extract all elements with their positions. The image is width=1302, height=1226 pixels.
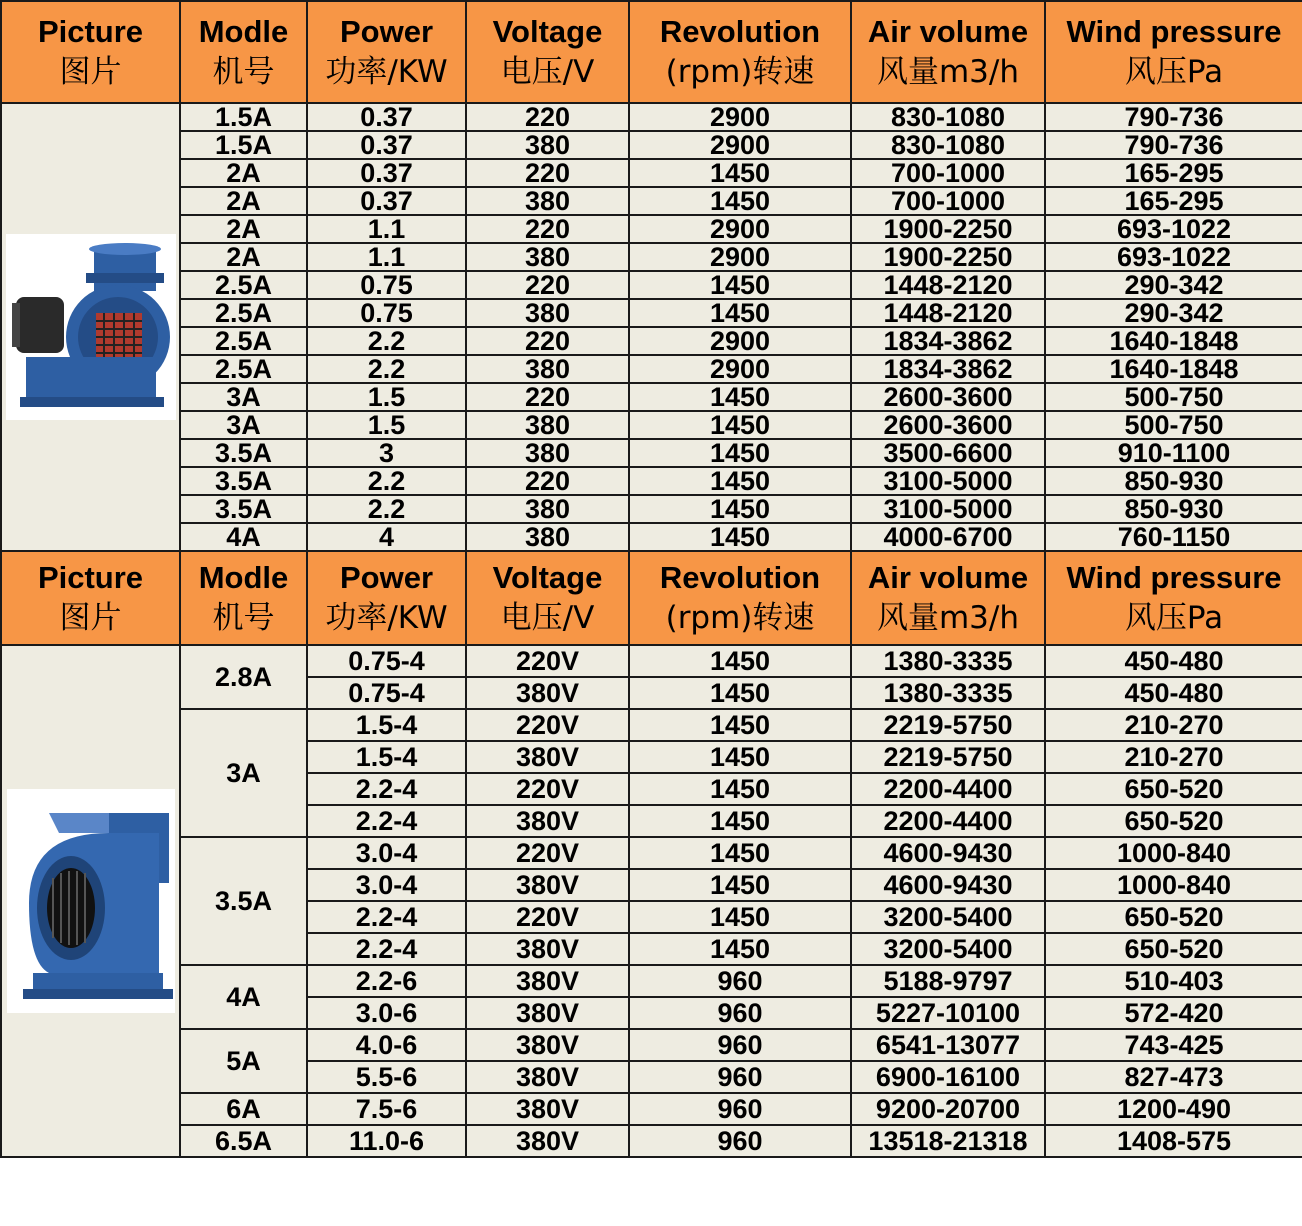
cell-voltage: 220 xyxy=(466,103,629,131)
cell-revolution: 1450 xyxy=(629,901,851,933)
header-power: Power 功率/KW xyxy=(307,1,466,103)
header-voltage: Voltage 电压/V xyxy=(466,1,629,103)
cell-revolution: 1450 xyxy=(629,933,851,965)
cell-air-volume: 1380-3335 xyxy=(851,677,1045,709)
cell-wind-pressure: 165-295 xyxy=(1045,187,1302,215)
cell-voltage: 380 xyxy=(466,299,629,327)
cell-revolution: 1450 xyxy=(629,869,851,901)
cell-model: 3.5A xyxy=(180,495,307,523)
cell-power: 1.1 xyxy=(307,243,466,271)
table-row xyxy=(1,467,1302,495)
cell-air-volume: 9200-20700 xyxy=(851,1093,1045,1125)
cell-model: 4A xyxy=(180,523,307,551)
cell-power: 2.2 xyxy=(307,495,466,523)
cell-model: 3.5A xyxy=(180,439,307,467)
cell-air-volume: 700-1000 xyxy=(851,187,1045,215)
table-row xyxy=(1,243,1302,271)
cell-wind-pressure: 1640-1848 xyxy=(1045,327,1302,355)
cell-revolution: 1450 xyxy=(629,383,851,411)
cell-wind-pressure: 210-270 xyxy=(1045,741,1302,773)
cell-air-volume: 5188-9797 xyxy=(851,965,1045,997)
table-row xyxy=(1,965,1302,997)
cell-power: 7.5-6 xyxy=(307,1093,466,1125)
cell-wind-pressure: 290-342 xyxy=(1045,271,1302,299)
cell-revolution: 1450 xyxy=(629,837,851,869)
cell-voltage: 220 xyxy=(466,383,629,411)
cell-revolution: 960 xyxy=(629,1093,851,1125)
table-row xyxy=(1,439,1302,467)
cell-air-volume: 13518-21318 xyxy=(851,1125,1045,1157)
cell-wind-pressure: 210-270 xyxy=(1045,709,1302,741)
cell-model: 2.5A xyxy=(180,327,307,355)
cell-model: 2.8A xyxy=(180,645,307,709)
cell-voltage: 380 xyxy=(466,243,629,271)
cell-model: 3A xyxy=(180,709,307,837)
cell-model: 2A xyxy=(180,215,307,243)
cell-power: 0.75-4 xyxy=(307,677,466,709)
table-row xyxy=(1,299,1302,327)
cell-power: 5.5-6 xyxy=(307,1061,466,1093)
table2-body xyxy=(1,645,1302,1157)
cell-power: 3.0-6 xyxy=(307,997,466,1029)
cell-power: 1.5 xyxy=(307,383,466,411)
cell-model: 2A xyxy=(180,243,307,271)
cell-air-volume: 2200-4400 xyxy=(851,773,1045,805)
cell-air-volume: 2600-3600 xyxy=(851,383,1045,411)
cell-revolution: 1450 xyxy=(629,159,851,187)
cell-model: 5A xyxy=(180,1029,307,1093)
cell-revolution: 1450 xyxy=(629,299,851,327)
cell-voltage: 380V xyxy=(466,869,629,901)
cell-revolution: 1450 xyxy=(629,411,851,439)
table-row xyxy=(1,1125,1302,1157)
cell-air-volume: 1834-3862 xyxy=(851,355,1045,383)
cell-model: 3A xyxy=(180,383,307,411)
cell-voltage: 220V xyxy=(466,837,629,869)
cell-power: 0.37 xyxy=(307,131,466,159)
cell-voltage: 380V xyxy=(466,805,629,837)
cell-power: 0.75 xyxy=(307,299,466,327)
cell-revolution: 1450 xyxy=(629,773,851,805)
cell-air-volume: 1900-2250 xyxy=(851,215,1045,243)
header-air-volume: Air volume 风量m3/h xyxy=(851,551,1045,645)
header-revolution: Revolution (rpm)转速 xyxy=(629,1,851,103)
cell-revolution: 1450 xyxy=(629,523,851,551)
cell-air-volume: 3100-5000 xyxy=(851,467,1045,495)
cell-revolution: 2900 xyxy=(629,327,851,355)
table-row xyxy=(1,103,1302,131)
cell-wind-pressure: 450-480 xyxy=(1045,645,1302,677)
cell-revolution: 960 xyxy=(629,1125,851,1157)
cell-power: 2.2-4 xyxy=(307,933,466,965)
cell-model: 2A xyxy=(180,187,307,215)
table-row xyxy=(1,645,1302,677)
cell-voltage: 220V xyxy=(466,901,629,933)
cell-voltage: 380 xyxy=(466,495,629,523)
centrifugal-fan-icon xyxy=(7,789,175,1013)
product-picture-cell xyxy=(1,103,180,551)
cell-voltage: 220V xyxy=(466,645,629,677)
cell-voltage: 220V xyxy=(466,773,629,805)
cell-model: 3A xyxy=(180,411,307,439)
cell-air-volume: 2200-4400 xyxy=(851,805,1045,837)
table-row xyxy=(1,709,1302,741)
cell-air-volume: 4000-6700 xyxy=(851,523,1045,551)
cell-revolution: 1450 xyxy=(629,271,851,299)
cell-air-volume: 3500-6600 xyxy=(851,439,1045,467)
cell-model: 1.5A xyxy=(180,131,307,159)
cell-air-volume: 3200-5400 xyxy=(851,901,1045,933)
header-air-volume: Air volume 风量m3/h xyxy=(851,1,1045,103)
cell-voltage: 380 xyxy=(466,131,629,159)
cell-revolution: 960 xyxy=(629,1029,851,1061)
cell-wind-pressure: 693-1022 xyxy=(1045,215,1302,243)
cell-voltage: 220 xyxy=(466,467,629,495)
cell-wind-pressure: 790-736 xyxy=(1045,103,1302,131)
cell-model: 1.5A xyxy=(180,103,307,131)
table-row xyxy=(1,523,1302,551)
cell-wind-pressure: 650-520 xyxy=(1045,805,1302,837)
cell-voltage: 380V xyxy=(466,1093,629,1125)
cell-wind-pressure: 827-473 xyxy=(1045,1061,1302,1093)
cell-wind-pressure: 510-403 xyxy=(1045,965,1302,997)
cell-wind-pressure: 290-342 xyxy=(1045,299,1302,327)
cell-wind-pressure: 450-480 xyxy=(1045,677,1302,709)
cell-revolution: 1450 xyxy=(629,187,851,215)
blower-fan-icon xyxy=(6,234,176,420)
cell-air-volume: 830-1080 xyxy=(851,131,1045,159)
table-row xyxy=(1,159,1302,187)
cell-voltage: 380V xyxy=(466,997,629,1029)
cell-revolution: 1450 xyxy=(629,467,851,495)
header-picture: Picture 图片 xyxy=(1,551,180,645)
cell-air-volume: 6900-16100 xyxy=(851,1061,1045,1093)
cell-voltage: 380V xyxy=(466,965,629,997)
header-wind-pressure: Wind pressure 风压Pa xyxy=(1045,1,1302,103)
cell-revolution: 2900 xyxy=(629,131,851,159)
cell-wind-pressure: 1000-840 xyxy=(1045,869,1302,901)
table-row xyxy=(1,355,1302,383)
cell-air-volume: 2219-5750 xyxy=(851,741,1045,773)
cell-revolution: 1450 xyxy=(629,677,851,709)
cell-model: 2.5A xyxy=(180,271,307,299)
table-row xyxy=(1,131,1302,159)
cell-wind-pressure: 1000-840 xyxy=(1045,837,1302,869)
header-voltage: Voltage 电压/V xyxy=(466,551,629,645)
cell-power: 4.0-6 xyxy=(307,1029,466,1061)
cell-wind-pressure: 650-520 xyxy=(1045,901,1302,933)
cell-revolution: 1450 xyxy=(629,495,851,523)
cell-wind-pressure: 1200-490 xyxy=(1045,1093,1302,1125)
cell-wind-pressure: 572-420 xyxy=(1045,997,1302,1029)
cell-voltage: 220 xyxy=(466,159,629,187)
cell-air-volume: 1448-2120 xyxy=(851,271,1045,299)
cell-voltage: 380 xyxy=(466,355,629,383)
cell-voltage: 380 xyxy=(466,439,629,467)
table-row xyxy=(1,411,1302,439)
cell-air-volume: 700-1000 xyxy=(851,159,1045,187)
cell-revolution: 1450 xyxy=(629,439,851,467)
cell-voltage: 380V xyxy=(466,933,629,965)
cell-air-volume: 1834-3862 xyxy=(851,327,1045,355)
header-power: Power 功率/KW xyxy=(307,551,466,645)
cell-revolution: 960 xyxy=(629,1061,851,1093)
cell-power: 2.2-4 xyxy=(307,805,466,837)
cell-wind-pressure: 165-295 xyxy=(1045,159,1302,187)
cell-wind-pressure: 850-930 xyxy=(1045,467,1302,495)
cell-model: 6.5A xyxy=(180,1125,307,1157)
header-revolution: Revolution (rpm)转速 xyxy=(629,551,851,645)
cell-power: 1.5 xyxy=(307,411,466,439)
cell-power: 3.0-4 xyxy=(307,869,466,901)
cell-power: 0.37 xyxy=(307,187,466,215)
cell-revolution: 1450 xyxy=(629,709,851,741)
cell-air-volume: 6541-13077 xyxy=(851,1029,1045,1061)
cell-revolution: 960 xyxy=(629,965,851,997)
cell-power: 11.0-6 xyxy=(307,1125,466,1157)
cell-air-volume: 1448-2120 xyxy=(851,299,1045,327)
cell-model: 2A xyxy=(180,159,307,187)
cell-voltage: 220 xyxy=(466,215,629,243)
cell-air-volume: 2600-3600 xyxy=(851,411,1045,439)
table-row xyxy=(1,327,1302,355)
cell-wind-pressure: 910-1100 xyxy=(1045,439,1302,467)
cell-voltage: 380V xyxy=(466,1125,629,1157)
header-model: Modle 机号 xyxy=(180,551,307,645)
table-row xyxy=(1,1093,1302,1125)
cell-power: 2.2-4 xyxy=(307,773,466,805)
header-row-2-body xyxy=(1,551,1302,645)
cell-air-volume: 1900-2250 xyxy=(851,243,1045,271)
cell-voltage: 380V xyxy=(466,677,629,709)
cell-air-volume: 5227-10100 xyxy=(851,997,1045,1029)
cell-air-volume: 3200-5400 xyxy=(851,933,1045,965)
cell-revolution: 1450 xyxy=(629,741,851,773)
cell-wind-pressure: 650-520 xyxy=(1045,773,1302,805)
cell-wind-pressure: 650-520 xyxy=(1045,933,1302,965)
cell-model: 3.5A xyxy=(180,467,307,495)
header-model: Modle 机号 xyxy=(180,1,307,103)
cell-model: 4A xyxy=(180,965,307,1029)
cell-voltage: 220 xyxy=(466,271,629,299)
cell-wind-pressure: 500-750 xyxy=(1045,411,1302,439)
cell-voltage: 220 xyxy=(466,327,629,355)
cell-wind-pressure: 1640-1848 xyxy=(1045,355,1302,383)
cell-revolution: 2900 xyxy=(629,215,851,243)
cell-wind-pressure: 760-1150 xyxy=(1045,523,1302,551)
table-row xyxy=(1,837,1302,869)
cell-model: 3.5A xyxy=(180,837,307,965)
cell-wind-pressure: 790-736 xyxy=(1045,131,1302,159)
table-row xyxy=(1,495,1302,523)
table-row xyxy=(1,383,1302,411)
table-row xyxy=(1,187,1302,215)
cell-power: 0.37 xyxy=(307,159,466,187)
cell-wind-pressure: 850-930 xyxy=(1045,495,1302,523)
cell-wind-pressure: 500-750 xyxy=(1045,383,1302,411)
header-row-2 xyxy=(1,551,1302,645)
header-row-1 xyxy=(1,1,1302,103)
cell-power: 2.2 xyxy=(307,327,466,355)
cell-power: 1.5-4 xyxy=(307,709,466,741)
cell-air-volume: 4600-9430 xyxy=(851,869,1045,901)
cell-air-volume: 2219-5750 xyxy=(851,709,1045,741)
cell-revolution: 2900 xyxy=(629,355,851,383)
cell-voltage: 380V xyxy=(466,1029,629,1061)
cell-wind-pressure: 693-1022 xyxy=(1045,243,1302,271)
cell-voltage: 380V xyxy=(466,741,629,773)
cell-model: 2.5A xyxy=(180,355,307,383)
product-picture-cell xyxy=(1,645,180,1157)
cell-voltage: 380 xyxy=(466,523,629,551)
cell-air-volume: 3100-5000 xyxy=(851,495,1045,523)
table-row xyxy=(1,215,1302,243)
cell-power: 2.2 xyxy=(307,355,466,383)
cell-voltage: 380 xyxy=(466,187,629,215)
cell-power: 3 xyxy=(307,439,466,467)
cell-power: 4 xyxy=(307,523,466,551)
cell-wind-pressure: 743-425 xyxy=(1045,1029,1302,1061)
header-picture: Picture 图片 xyxy=(1,1,180,103)
cell-wind-pressure: 1408-575 xyxy=(1045,1125,1302,1157)
cell-voltage: 380 xyxy=(466,411,629,439)
cell-power: 0.37 xyxy=(307,103,466,131)
cell-air-volume: 4600-9430 xyxy=(851,837,1045,869)
cell-power: 0.75-4 xyxy=(307,645,466,677)
cell-revolution: 960 xyxy=(629,997,851,1029)
cell-power: 0.75 xyxy=(307,271,466,299)
cell-power: 2.2-6 xyxy=(307,965,466,997)
cell-air-volume: 830-1080 xyxy=(851,103,1045,131)
cell-power: 2.2-4 xyxy=(307,901,466,933)
cell-model: 6A xyxy=(180,1093,307,1125)
cell-voltage: 380V xyxy=(466,1061,629,1093)
cell-model: 2.5A xyxy=(180,299,307,327)
cell-power: 1.1 xyxy=(307,215,466,243)
header-wind-pressure: Wind pressure 风压Pa xyxy=(1045,551,1302,645)
table-row xyxy=(1,271,1302,299)
cell-voltage: 220V xyxy=(466,709,629,741)
cell-air-volume: 1380-3335 xyxy=(851,645,1045,677)
cell-revolution: 1450 xyxy=(629,645,851,677)
table1-body xyxy=(1,103,1302,551)
cell-power: 2.2 xyxy=(307,467,466,495)
cell-power: 3.0-4 xyxy=(307,837,466,869)
cell-revolution: 2900 xyxy=(629,243,851,271)
cell-revolution: 2900 xyxy=(629,103,851,131)
table-row xyxy=(1,1029,1302,1061)
cell-revolution: 1450 xyxy=(629,805,851,837)
cell-power: 1.5-4 xyxy=(307,741,466,773)
